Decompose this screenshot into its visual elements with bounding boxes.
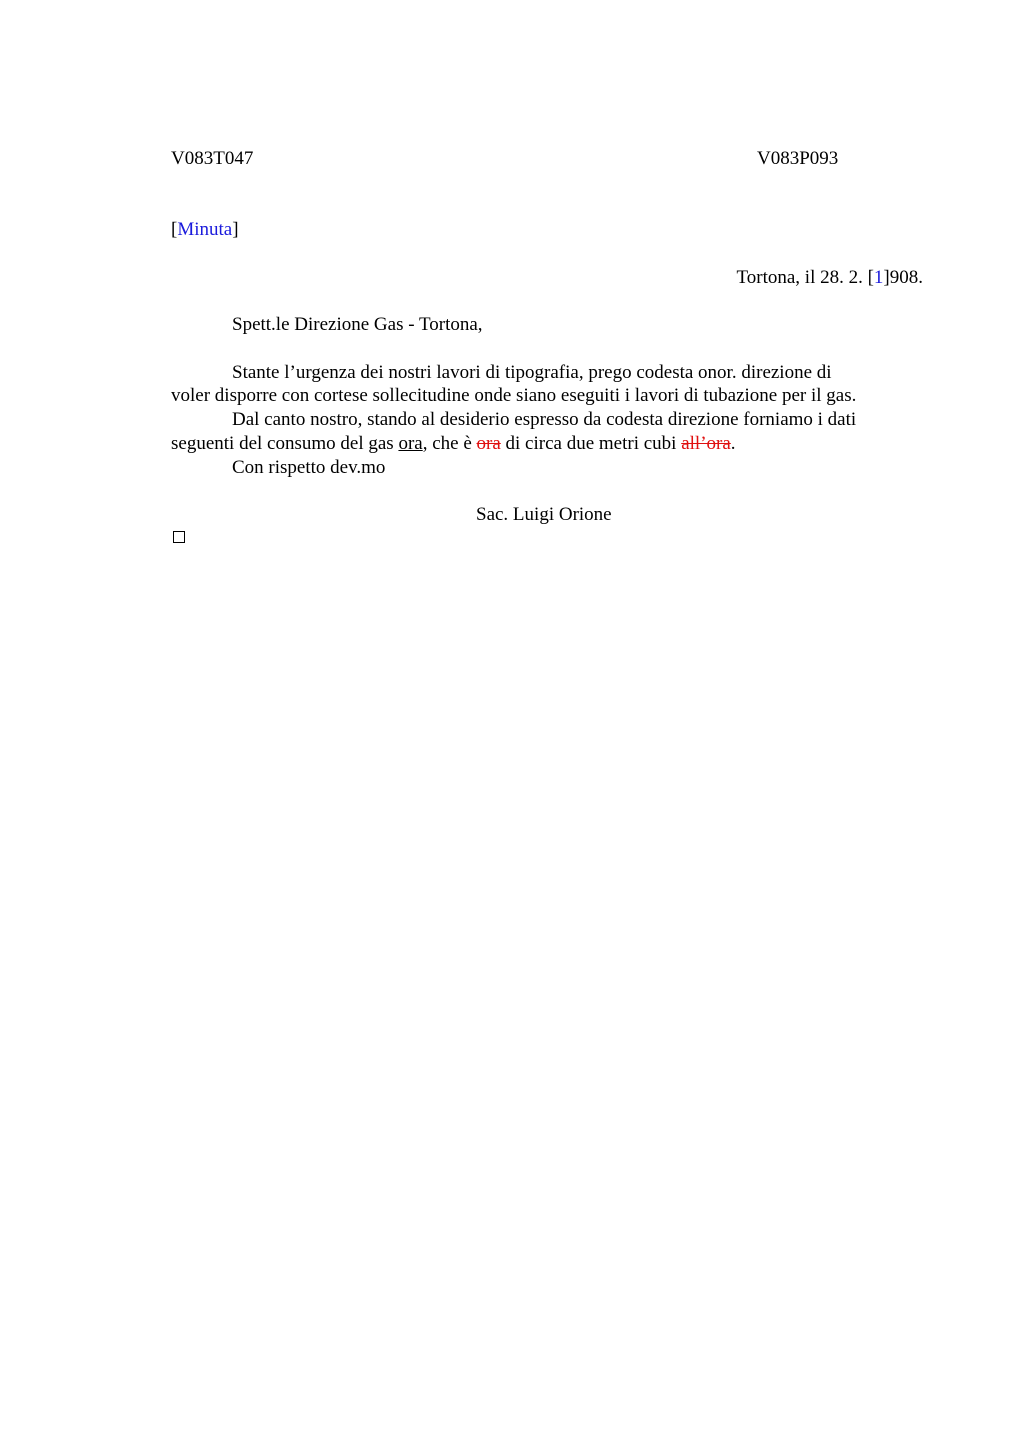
line4-text-b: , che è: [422, 433, 477, 454]
signature: Sac. Luigi Orione: [476, 504, 612, 525]
note-label: Minuta: [177, 219, 233, 240]
body-line-1: Stante l’urgenza dei nostri lavori di tipografia, prego codesta onor. direzione di: [232, 362, 832, 383]
note-close-bracket: ]: [232, 219, 239, 240]
date-editorial-digit: 1: [873, 267, 884, 288]
date-suffix: ]908.: [883, 267, 923, 288]
closing-line: Con rispetto dev.mo: [232, 457, 386, 478]
end-marker-box: [173, 531, 185, 543]
body-line-4: [171, 432, 736, 456]
letter-date: [736, 266, 923, 290]
deleted-word-1: ora: [476, 433, 501, 454]
body-line-2: voler disporre con cortese sollecitudine onde siano eseguiti i lavori di tubazione per il gas.: [171, 385, 857, 406]
line4-text-c: di circa due metri cubi: [500, 433, 682, 454]
body-line-3: Dal canto nostro, stando al desiderio espresso da codesta direzione forniamo i dati: [232, 409, 857, 430]
deleted-word-2: all’ora: [681, 433, 731, 454]
inserted-word: ora: [398, 433, 423, 454]
document-code-left: V083T047: [171, 148, 254, 169]
document-code-right: V083P093: [757, 148, 839, 169]
minuta-note: [171, 218, 239, 242]
line4-text-d: .: [730, 433, 736, 454]
salutation: Spett.le Direzione Gas - Tortona,: [232, 314, 483, 335]
line4-text-a: seguenti del consumo del gas: [171, 433, 399, 454]
date-prefix: Tortona, il 28. 2. [: [736, 267, 874, 288]
note-open-bracket: [: [171, 219, 178, 240]
